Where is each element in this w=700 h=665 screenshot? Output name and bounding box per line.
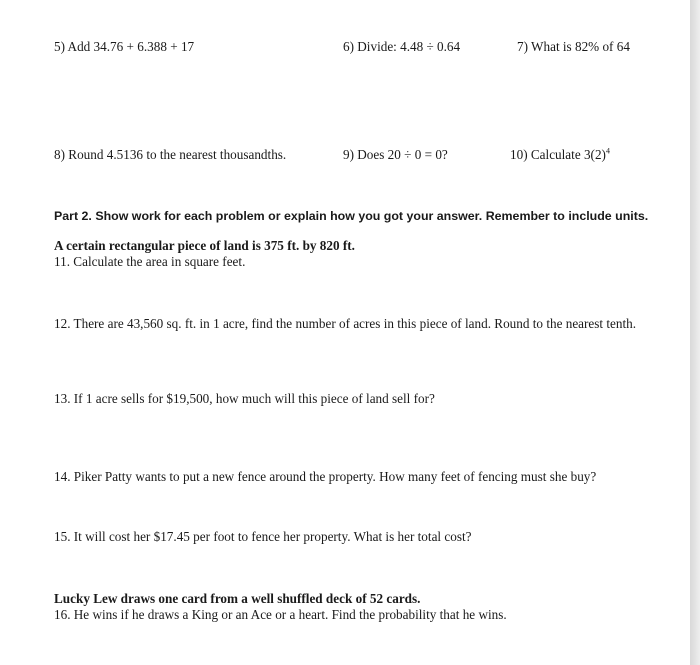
question-6: 6) Divide: 4.48 ÷ 0.64: [343, 39, 461, 54]
cards-intro: Lucky Lew draws one card from a well shuffled deck of 52 cards.: [54, 591, 421, 606]
question-10-exponent: 4: [605, 146, 610, 156]
page-edge: [690, 0, 700, 665]
question-13: 13. If 1 acre sells for $19,500, how much will this piece of land sell for?: [54, 391, 435, 406]
question-9: 9) Does 20 ÷ 0 = 0?: [343, 147, 448, 162]
land-intro: A certain rectangular piece of land is 375 ft. by 820 ft.: [54, 238, 355, 253]
question-12: 12. There are 43,560 sq. ft. in 1 acre, find the number of acres in this piece of land. Round to the nearest tenth.: [54, 316, 637, 331]
question-7: 7) What is 82% of 64: [517, 39, 630, 54]
part-2-heading: Part 2. Show work for each problem or explain how you got your answer. Remember to include units.: [54, 209, 649, 223]
question-15: 15. It will cost her $17.45 per foot to fence her property. What is her total cost?: [54, 529, 472, 544]
question-10-base: 10) Calculate 3(2): [510, 147, 606, 162]
question-8: 8) Round 4.5136 to the nearest thousandths.: [54, 147, 287, 162]
question-5: 5) Add 34.76 + 6.388 + 17: [54, 39, 195, 54]
question-10: [510, 147, 610, 163]
question-14: 14. Piker Patty wants to put a new fence around the property. How many feet of fencing must she buy?: [54, 469, 597, 484]
question-16: 16. He wins if he draws a King or an Ace or a heart. Find the probability that he wins.: [54, 607, 507, 622]
question-11: 11. Calculate the area in square feet.: [54, 254, 246, 269]
